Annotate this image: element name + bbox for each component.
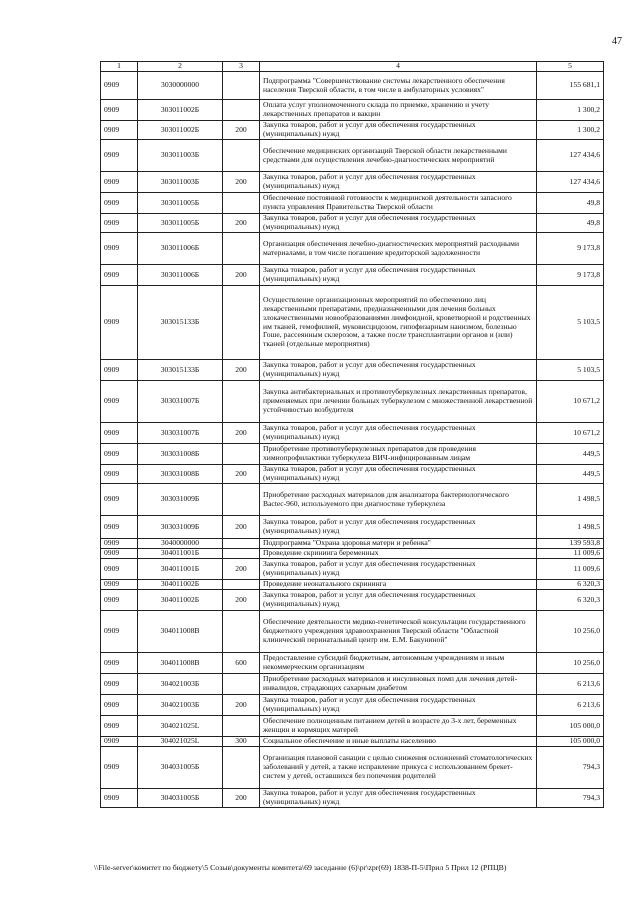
item-name: Приобретение расходных материалов и инсулиновых помп для лечения детей-инвалидов, страдающих сахарным диабетом: [260, 674, 537, 695]
target-article-code: 303011006Б: [138, 233, 223, 265]
item-name: Закупка товаров, работ и услуг для обеспечения государственных (муниципальных) нужд: [260, 695, 537, 716]
target-article-code: 303011005Б: [138, 214, 223, 233]
item-name: Проведение неонатального скрининга: [260, 580, 537, 590]
target-article-code: 304011008В: [138, 653, 223, 674]
section-code: 0909: [101, 789, 138, 808]
section-code: 0909: [101, 539, 138, 549]
table-row: [101, 516, 604, 539]
expense-type-code: 200: [223, 590, 260, 611]
section-code: 0909: [101, 423, 138, 444]
item-name: Закупка товаров, работ и услуг для обеспечения государственных (муниципальных) нужд: [260, 559, 537, 580]
item-name: Закупка товаров, работ и услуг для обеспечения государственных (муниципальных) нужд: [260, 214, 537, 233]
table-row: [101, 360, 604, 381]
table-row: [101, 549, 604, 559]
item-name: Осуществление организационных мероприятий по обеспечению лиц лекарственными препаратами, предназначенными для лечения больных злокачественными новообразованиями лимфоидной, кроветворной и родственных им тканей, гемофилией, муковисцидозом, гипофизарным нанизмом, болезнью Гоше, рассеянным склерозом, а также после трансплантации органов и (или) тканей (отдельные мероприятия): [260, 286, 537, 360]
table-row: [101, 72, 604, 100]
item-name: Закупка товаров, работ и услуг для обеспечения государственных (муниципальных) нужд: [260, 265, 537, 286]
target-article-code: 303031008Б: [138, 444, 223, 465]
table-row: [101, 444, 604, 465]
section-code: 0909: [101, 559, 138, 580]
section-code: 0909: [101, 121, 138, 140]
item-name: Закупка товаров, работ и услуг для обеспечения государственных (муниципальных) нужд: [260, 172, 537, 193]
expense-type-code: [223, 140, 260, 172]
section-code: 0909: [101, 695, 138, 716]
budget-table: [100, 61, 604, 808]
expense-type-code: [223, 539, 260, 549]
target-article-code: 304031005Б: [138, 789, 223, 808]
amount: 1 498,5: [537, 484, 604, 516]
expense-type-code: 300: [223, 737, 260, 747]
section-code: 0909: [101, 674, 138, 695]
item-name: Проведение скрининга беременных: [260, 549, 537, 559]
table-row: [101, 465, 604, 484]
amount: 49,8: [537, 193, 604, 214]
table-row: [101, 172, 604, 193]
table-row: [101, 193, 604, 214]
item-name: Подпрограмма "Совершенствование системы лекарственного обеспечения населения Тверской области, в том числе в амбулаторных условиях": [260, 72, 537, 100]
expense-type-code: 200: [223, 695, 260, 716]
item-name: Закупка товаров, работ и услуг для обеспечения государственных (муниципальных) нужд: [260, 789, 537, 808]
target-article-code: 304021025L: [138, 737, 223, 747]
amount: 449,5: [537, 444, 604, 465]
target-article-code: 304021003Б: [138, 695, 223, 716]
target-article-code: 304011002Б: [138, 590, 223, 611]
section-code: 0909: [101, 611, 138, 653]
target-article-code: 303011006Б: [138, 265, 223, 286]
target-article-code: 303031007Б: [138, 423, 223, 444]
expense-type-code: [223, 747, 260, 789]
amount: 449,5: [537, 465, 604, 484]
target-article-code: 303031007Б: [138, 381, 223, 423]
section-code: 0909: [101, 549, 138, 559]
expense-type-code: 200: [223, 516, 260, 539]
item-name: Обеспечение деятельности медико-генетической консультации государственного бюджетного учреждения здравоохранения Тверской области "Областной клинический перинатальный центр им. Е.М. Бакуниной": [260, 611, 537, 653]
section-code: 0909: [101, 265, 138, 286]
section-code: 0909: [101, 747, 138, 789]
expense-type-code: [223, 484, 260, 516]
item-name: Подпрограмма "Охрана здоровья матери и ребенка": [260, 539, 537, 549]
amount: 1 498,5: [537, 516, 604, 539]
item-name: Обеспечение медицинских организаций Тверской области лекарственными средствами для осуществления лечебно-диагностических мероприятий: [260, 140, 537, 172]
amount: 11 009,6: [537, 549, 604, 559]
amount: 11 009,6: [537, 559, 604, 580]
table-row: [101, 611, 604, 653]
section-code: 0909: [101, 716, 138, 737]
expense-type-code: [223, 580, 260, 590]
target-article-code: 303031009Б: [138, 516, 223, 539]
amount: 10 256,0: [537, 653, 604, 674]
amount: 127 434,6: [537, 172, 604, 193]
column-header: 5: [537, 62, 604, 72]
amount: 1 300,2: [537, 100, 604, 121]
section-code: 0909: [101, 737, 138, 747]
table-row: [101, 695, 604, 716]
expense-type-code: [223, 100, 260, 121]
amount: 139 593,8: [537, 539, 604, 549]
table-row: [101, 265, 604, 286]
column-header: 1: [101, 62, 138, 72]
table-row: [101, 674, 604, 695]
target-article-code: 303031009Б: [138, 484, 223, 516]
expense-type-code: [223, 674, 260, 695]
table-row: [101, 214, 604, 233]
item-name: Закупка товаров, работ и услуг для обеспечения государственных (муниципальных) нужд: [260, 590, 537, 611]
section-code: 0909: [101, 233, 138, 265]
item-name: Закупка товаров, работ и услуг для обеспечения государственных (муниципальных) нужд: [260, 465, 537, 484]
expense-type-code: [223, 549, 260, 559]
column-header: 3: [223, 62, 260, 72]
expense-type-code: [223, 611, 260, 653]
table-row: [101, 121, 604, 140]
section-code: 0909: [101, 516, 138, 539]
section-code: 0909: [101, 286, 138, 360]
item-name: Организация обеспечения лечебно-диагностических мероприятий расходными материалами, в том числе погашение кредиторской задолженности: [260, 233, 537, 265]
table-row: [101, 484, 604, 516]
expense-type-code: [223, 193, 260, 214]
section-code: 0909: [101, 381, 138, 423]
expense-type-code: [223, 233, 260, 265]
table-row: [101, 737, 604, 747]
amount: 6 320,3: [537, 580, 604, 590]
item-name: Закупка товаров, работ и услуг для обеспечения государственных (муниципальных) нужд: [260, 360, 537, 381]
table-row: [101, 559, 604, 580]
footer-file-path: \\File-server\комитет по бюджету\5 Созыв\документы комитета\69 заседание (6)\pr\zpr(69) 1838-П-5\Прил 5 Прил 12 (РПЦВ): [94, 863, 507, 872]
target-article-code: 304011001Б: [138, 559, 223, 580]
expense-type-code: [223, 72, 260, 100]
amount: 6 213,6: [537, 674, 604, 695]
table-row: [101, 423, 604, 444]
amount: 105 000,0: [537, 737, 604, 747]
amount: 155 681,1: [537, 72, 604, 100]
target-article-code: 304021025L: [138, 716, 223, 737]
item-name: Предоставление субсидий бюджетным, автономным учреждениям и иным некоммерческим организациям: [260, 653, 537, 674]
table-row: [101, 747, 604, 789]
table-row: [101, 653, 604, 674]
expense-type-code: 200: [223, 172, 260, 193]
section-code: 0909: [101, 360, 138, 381]
target-article-code: 3030000000: [138, 72, 223, 100]
target-article-code: 303011003Б: [138, 140, 223, 172]
amount: 5 103,5: [537, 286, 604, 360]
expense-type-code: [223, 716, 260, 737]
amount: 10 256,0: [537, 611, 604, 653]
target-article-code: 303031008Б: [138, 465, 223, 484]
amount: 1 300,2: [537, 121, 604, 140]
table-row: [101, 590, 604, 611]
expense-type-code: 200: [223, 789, 260, 808]
target-article-code: 303015133Б: [138, 286, 223, 360]
table-row: [101, 140, 604, 172]
table-row: [101, 580, 604, 590]
item-name: Закупка товаров, работ и услуг для обеспечения государственных (муниципальных) нужд: [260, 516, 537, 539]
target-article-code: 304011001Б: [138, 549, 223, 559]
target-article-code: 304021003Б: [138, 674, 223, 695]
section-code: 0909: [101, 172, 138, 193]
amount: 6 213,6: [537, 695, 604, 716]
table-row: [101, 286, 604, 360]
section-code: 0909: [101, 214, 138, 233]
target-article-code: 303011002Б: [138, 100, 223, 121]
target-article-code: 304011002Б: [138, 580, 223, 590]
amount: 9 173,8: [537, 265, 604, 286]
item-name: Приобретение расходных материалов для анализатора бактериологического Bactec-960, используемого при диагностике туберкулеза: [260, 484, 537, 516]
amount: 794,3: [537, 789, 604, 808]
section-code: 0909: [101, 72, 138, 100]
section-code: 0909: [101, 580, 138, 590]
expense-type-code: [223, 381, 260, 423]
item-name: Приобретение противотуберкулезных препаратов для проведения химиопрофилактики туберкулеза ВИЧ-инфицированным лицам: [260, 444, 537, 465]
table-row: [101, 789, 604, 808]
item-name: Социальное обеспечение и иные выплаты населению: [260, 737, 537, 747]
expense-type-code: 200: [223, 121, 260, 140]
section-code: 0909: [101, 653, 138, 674]
column-header: 4: [260, 62, 537, 72]
target-article-code: 303011002Б: [138, 121, 223, 140]
item-name: Закупка антибактериальных и противотуберкулезных лекарственных препаратов, применяемых при лечении больных туберкулезом с множественной лекарственной устойчивостью возбудителя: [260, 381, 537, 423]
target-article-code: 303011005Б: [138, 193, 223, 214]
amount: 9 173,8: [537, 233, 604, 265]
amount: 127 434,6: [537, 140, 604, 172]
target-article-code: 3040000000: [138, 539, 223, 549]
expense-type-code: 200: [223, 559, 260, 580]
column-header: 2: [138, 62, 223, 72]
section-code: 0909: [101, 193, 138, 214]
expense-type-code: 600: [223, 653, 260, 674]
table-body: [101, 72, 604, 808]
section-code: 0909: [101, 590, 138, 611]
expense-type-code: 200: [223, 465, 260, 484]
table-row: [101, 233, 604, 265]
item-name: Обеспечение постоянной готовности к медицинской деятельности запасного пункта управления Правительства Тверской области: [260, 193, 537, 214]
column-number-row: [101, 62, 604, 72]
expense-type-code: [223, 286, 260, 360]
amount: 105 000,0: [537, 716, 604, 737]
table-row: [101, 381, 604, 423]
target-article-code: 303011003Б: [138, 172, 223, 193]
section-code: 0909: [101, 484, 138, 516]
amount: 5 103,5: [537, 360, 604, 381]
amount: 10 671,2: [537, 423, 604, 444]
amount: 10 671,2: [537, 381, 604, 423]
section-code: 0909: [101, 465, 138, 484]
target-article-code: 304011008В: [138, 611, 223, 653]
expense-type-code: 200: [223, 214, 260, 233]
expense-type-code: [223, 444, 260, 465]
table-row: [101, 100, 604, 121]
amount: 6 320,3: [537, 590, 604, 611]
section-code: 0909: [101, 444, 138, 465]
expense-type-code: 200: [223, 360, 260, 381]
target-article-code: 303015133Б: [138, 360, 223, 381]
amount: 49,8: [537, 214, 604, 233]
item-name: Обеспечение полноценным питанием детей в возрасте до 3-х лет, беременных женщин и кормящих матерей: [260, 716, 537, 737]
expense-type-code: 200: [223, 423, 260, 444]
item-name: Закупка товаров, работ и услуг для обеспечения государственных (муниципальных) нужд: [260, 423, 537, 444]
section-code: 0909: [101, 140, 138, 172]
table-row: [101, 716, 604, 737]
table-row: [101, 539, 604, 549]
item-name: Закупка товаров, работ и услуг для обеспечения государственных (муниципальных) нужд: [260, 121, 537, 140]
target-article-code: 304031005Б: [138, 747, 223, 789]
item-name: Оплата услуг уполномоченного склада по приемке, хранению и учету лекарственных препаратов и вакцин: [260, 100, 537, 121]
amount: 794,3: [537, 747, 604, 789]
item-name: Организация плановой санации с целью снижения осложнений стоматологических заболеваний у детей, а также исправление прикуса с использованием брекет-систем у детей, оставшихся без попечения родителей: [260, 747, 537, 789]
expense-type-code: 200: [223, 265, 260, 286]
page-number: 47: [612, 36, 622, 47]
section-code: 0909: [101, 100, 138, 121]
